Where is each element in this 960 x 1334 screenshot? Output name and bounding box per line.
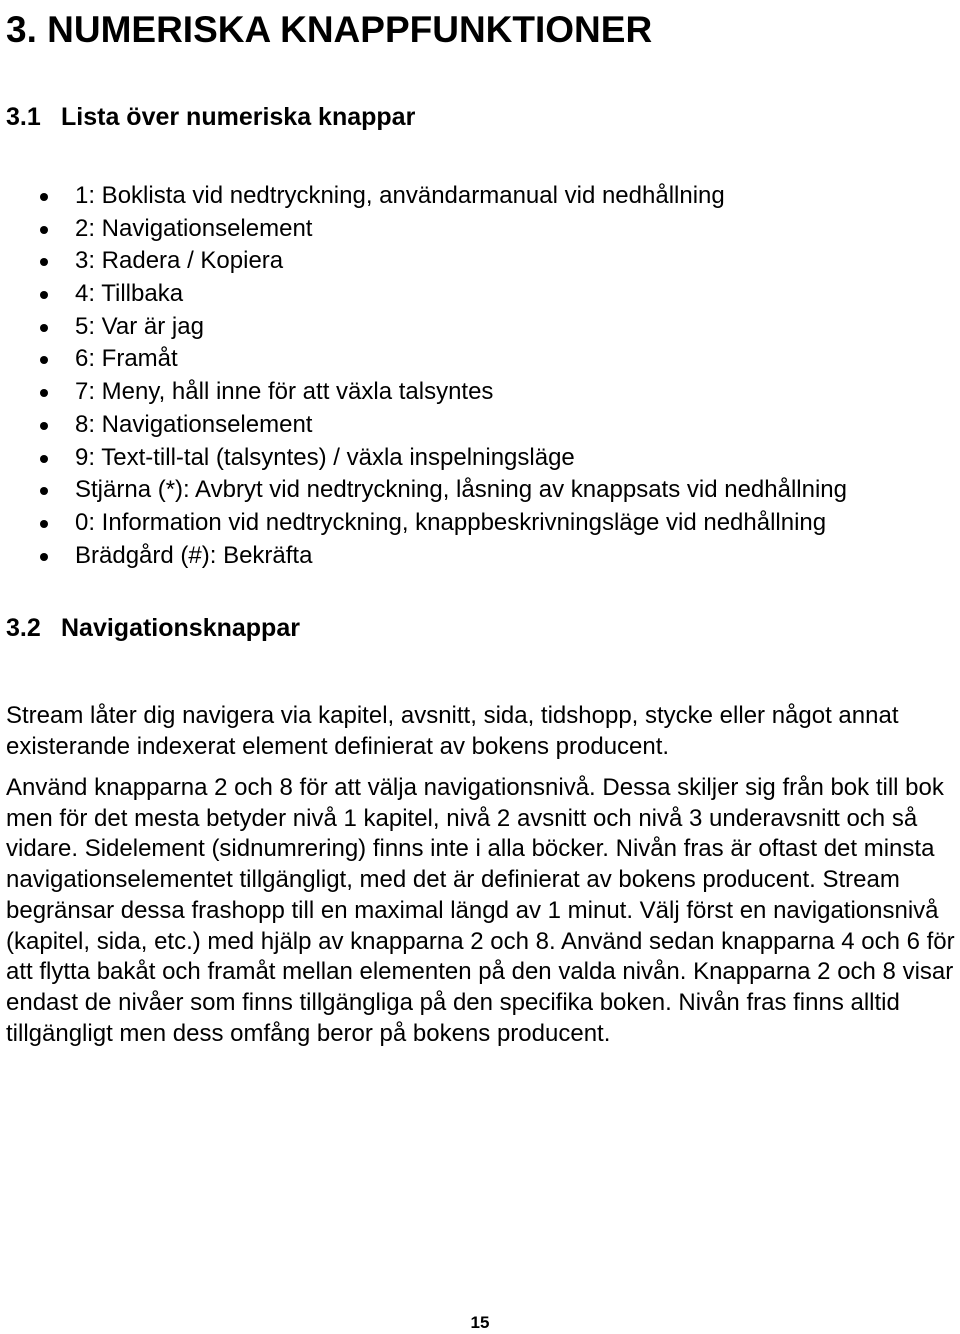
list-item: 9: Text-till-tal (talsyntes) / växla inspelningsläge [0, 442, 960, 475]
list-item: 4: Tillbaka [0, 278, 960, 311]
list-item: 7: Meny, håll inne för att växla talsyntes [0, 376, 960, 409]
paragraph-navigation-levels: Använd knapparna 2 och 8 för att välja navigationsnivå. Dessa skiljer sig från bok till bok men för det mesta betyder nivå 1 kapitel, nivå 2 avsnitt och nivå 3 underavsnitt och så vidare. Sidelement (sidnumrering) finns inte i alla böcker. Nivån fras är oftast det minsta navigationselementet tillgängligt, med det är definierat av bokens producent. Stream begränsar dessa frashopp till en maximal längd av 1 minut. Välj först en navigationsnivå (kapitel, sida, etc.) med hjälp av knapparna 2 och 8. Använd sedan knapparna 4 och 6 för att flytta bakåt och framåt mellan elementen på den valda nivån. Knapparna 2 och 8 visar endast de nivåer som finns tillgängliga på den specifika boken. Nivån fras finns alltid tillgängligt men dess omfång beror på bokens producent. [6, 774, 955, 1047]
list-item: 6: Framåt [0, 343, 960, 376]
bullet-icon [40, 487, 48, 495]
chapter-title: 3. NUMERISKA KNAPPFUNKTIONER [6, 9, 653, 50]
list-item: 0: Information vid nedtryckning, knappbeskrivningsläge vid nedhållning [0, 507, 960, 540]
bullet-icon [40, 356, 48, 364]
bullet-icon [40, 258, 48, 266]
list-item: Stjärna (*): Avbryt vid nedtryckning, låsning av knappsats vid nedhållning [0, 474, 960, 507]
numeric-key-list [0, 180, 960, 572]
section-title: Navigationsknappar [61, 614, 300, 642]
page-number: 15 [470, 1313, 490, 1332]
list-item: 2: Navigationselement [0, 213, 960, 246]
bullet-icon [40, 324, 48, 332]
list-item: 5: Var är jag [0, 311, 960, 344]
bullet-icon [40, 193, 48, 201]
list-item: 3: Radera / Kopiera [0, 245, 960, 278]
section-number: 3.2 [6, 614, 41, 642]
bullet-icon [40, 455, 48, 463]
bullet-icon [40, 291, 48, 299]
paragraph-intro: Stream låter dig navigera via kapitel, avsnitt, sida, tidshopp, stycke eller något annat existerande indexerat element definierat av bokens producent. [6, 702, 899, 760]
bullet-icon [40, 553, 48, 561]
section-heading-key-list [6, 102, 415, 132]
bullet-icon [40, 389, 48, 397]
section-heading-navigation-keys [6, 613, 300, 643]
list-item: 8: Navigationselement [0, 409, 960, 442]
bullet-icon [40, 226, 48, 234]
bullet-icon [40, 520, 48, 528]
list-item: Brädgård (#): Bekräfta [0, 540, 960, 573]
list-item: 1: Boklista vid nedtryckning, användarmanual vid nedhållning [0, 180, 960, 213]
section-number: 3.1 [6, 103, 41, 131]
section-title: Lista över numeriska knappar [61, 103, 416, 131]
bullet-icon [40, 422, 48, 430]
